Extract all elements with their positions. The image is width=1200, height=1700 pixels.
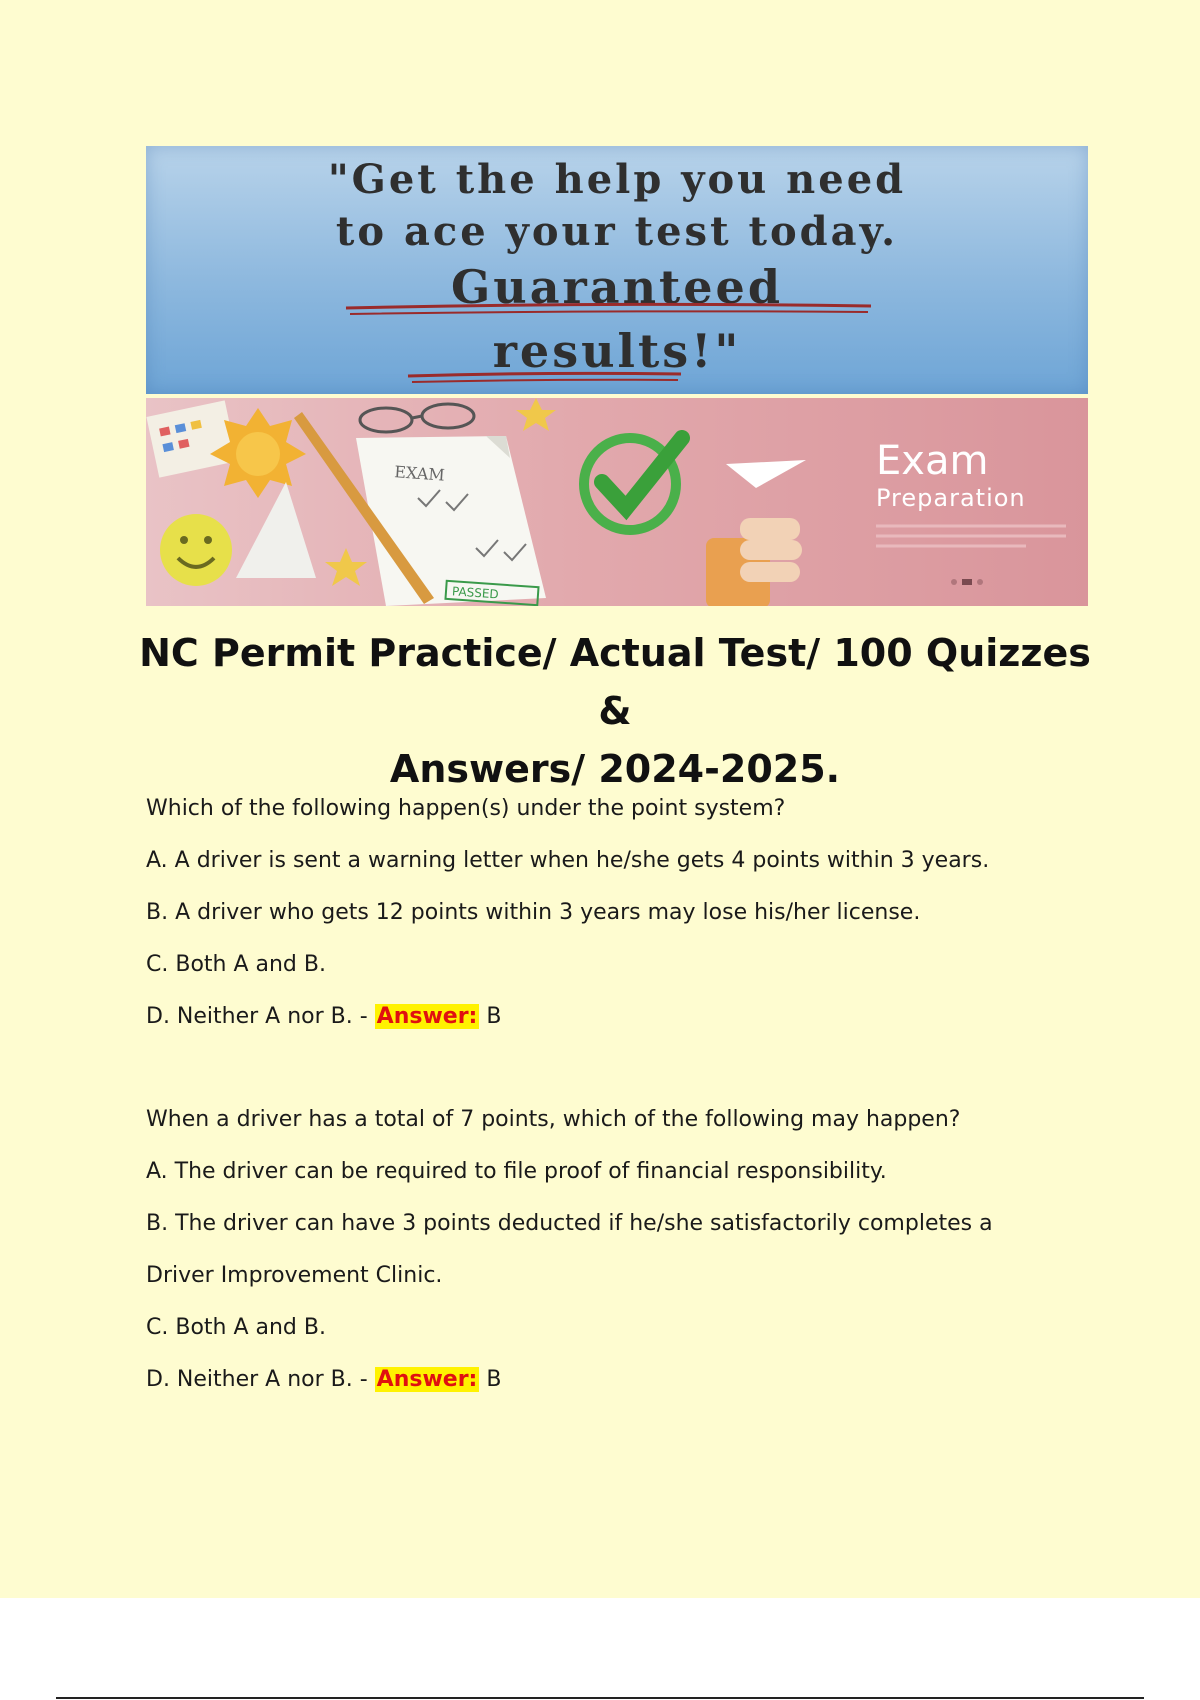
question-block-1: [146, 783, 1106, 1043]
option-a: A. A driver is sent a warning letter when he/she gets 4 points within 3 years.: [146, 848, 990, 873]
svg-text:PASSED: PASSED: [451, 584, 500, 602]
option-a: A. The driver can be required to file proof of financial responsibility.: [146, 1159, 887, 1184]
description-lines: [876, 526, 1066, 546]
option-c: C. Both A and B.: [146, 952, 326, 977]
option-d-row: [146, 1354, 1106, 1406]
quote-line-4: results!": [492, 324, 742, 378]
smiley-icon: [160, 514, 232, 586]
calendar-icon: [146, 400, 237, 477]
banner-quote-panel: [146, 146, 1088, 394]
title-line-2: Answers/ 2024-2025.: [389, 747, 841, 791]
answer-label: Answer:: [376, 1004, 478, 1029]
question-text: When a driver has a total of 7 points, which of the following may happen?: [146, 1107, 961, 1132]
page-divider: [56, 1697, 1144, 1699]
quote-line-3: Guaranteed: [451, 260, 783, 314]
exam-subtitle: Preparation: [876, 484, 1026, 512]
document-title: [120, 624, 1110, 798]
star-icon-2: [516, 398, 556, 431]
option-d: D. Neither A nor B. -: [146, 1367, 375, 1392]
answer-value: B: [479, 1367, 502, 1392]
option-d-row: [146, 991, 1106, 1043]
option-b: B. A driver who gets 12 points within 3 years may lose his/her license.: [146, 900, 921, 925]
quote-underlines: [146, 146, 1088, 394]
paper-plane-icon: [726, 460, 806, 488]
quote-line-1: "Get the help you need: [327, 156, 907, 203]
check-mark-icon: [584, 438, 682, 530]
answer-value: B: [479, 1004, 502, 1029]
exam-title: Exam: [876, 438, 989, 484]
option-d: D. Neither A nor B. -: [146, 1004, 375, 1029]
question-block-2: [146, 1094, 1106, 1406]
glasses-icon: [360, 404, 474, 432]
exam-paper-icon: [356, 436, 546, 606]
option-b-line-1: B. The driver can have 3 points deducted if he/she satisfactorily completes a: [146, 1211, 993, 1236]
option-c: C. Both A and B.: [146, 1315, 326, 1340]
thumbs-up-icon: [706, 518, 802, 606]
option-b-line-2: Driver Improvement Clinic.: [146, 1263, 443, 1288]
carousel-dots: [951, 579, 983, 585]
cone-icon: [236, 482, 316, 578]
quote-line-2: to ace your test today.: [335, 208, 899, 255]
banner-image: [146, 146, 1088, 606]
answer-label: Answer:: [376, 1367, 478, 1392]
svg-text:EXAM: EXAM: [393, 462, 446, 485]
star-icon: [325, 548, 367, 586]
question-text: Which of the following happen(s) under the point system?: [146, 796, 786, 821]
title-line-1: NC Permit Practice/ Actual Test/ 100 Quizzes &: [139, 631, 1091, 733]
